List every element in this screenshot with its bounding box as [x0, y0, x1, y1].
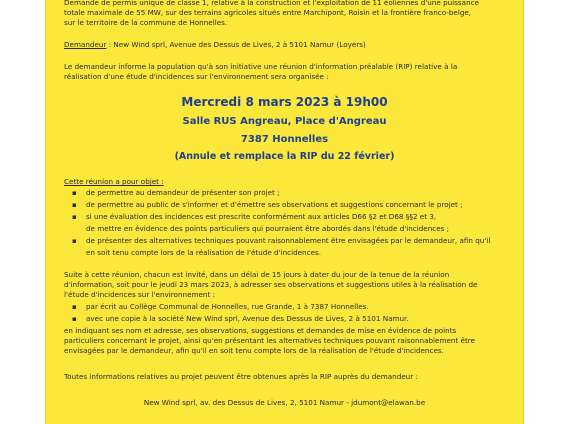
applicant-line	[64, 40, 505, 50]
info-line: Le demandeur informe la population qu'à son initiative une réunion d'information préalable (RIP) relative à la	[64, 62, 458, 71]
event-note: (Annule et remplace la RIP du 22 février)	[174, 151, 395, 162]
after-line: Suite à cette réunion, chacun est invité, dans un délai de 15 jours à dater du jour de la tenue de la réunion	[64, 270, 450, 279]
address-item: ▪ par écrit au Collège Communal de Honnelles, rue Grande, 1 à 7387 Honnelles.	[72, 302, 369, 311]
objective-item: ▪ si une évaluation des incidences est prescrite conformément aux articles D66 §2 et D68 §§2 et 3,	[72, 212, 437, 221]
bullet-icon: ▪	[72, 213, 77, 221]
objectives-heading: Cette réunion a pour objet :	[64, 177, 164, 186]
intro-line: Demande de permis unique de classe 1, relative à la construction et l'exploitation de 11 éoliennes d'une puissance	[64, 0, 480, 7]
after-line: d'information, soit pour le jeudi 23 mars 2023, à adresser ses observations et suggestions utiles à la réalisation de	[64, 280, 478, 289]
event-place: Salle RUS Angreau, Place d'Angreau	[182, 116, 387, 127]
intro-line: totale maximale de 55 MW, sur des terrains agricoles situés entre Marchipont, Roisin et la frontière franco-belge,	[64, 8, 472, 17]
notice-sheet	[46, 0, 523, 424]
mention-line: particuliers concernant le projet, ainsi qu'en présentant les alternatives techniques pouvant raisonnablement être	[64, 336, 475, 345]
contact-line: New Wind sprl, av. des Dessus de Lives, 2, 5101 Namur - jdumont@elawan.be	[143, 398, 426, 407]
bullet-icon: ▪	[72, 315, 77, 323]
objective-item: ▪ de permettre au public de s'informer et d'émettre ses observations et suggestions concernant le projet ;	[72, 200, 463, 209]
applicant-value: : New Wind sprl, Avenue des Dessus de Lives, 2 à 5101 Namur (Loyers)	[106, 40, 366, 49]
event-city: 7387 Honnelles	[240, 134, 329, 145]
objective-item: ▪ de présenter des alternatives techniques pouvant raisonnablement être envisagées par le demandeur, afin qu'il	[72, 236, 491, 245]
intro-line: sur le territoire de la commune de Honnelles.	[64, 18, 228, 27]
objective-item-cont: de mettre en évidence des points particuliers qui pourraient être abordés dans l'étude d'incidences ;	[86, 224, 450, 233]
address-item: ▪ avec une copie à la société New Wind sprl, Avenue des Dessus de Lives, 2 à 5101 Namur.	[72, 314, 409, 323]
bullet-icon: ▪	[72, 189, 77, 197]
bullet-icon: ▪	[72, 237, 77, 245]
info-line: réalisation d'une étude d'incidences sur l'environnement sera organisée :	[64, 72, 329, 81]
event-date: Mercredi 8 mars 2023 à 19h00	[181, 95, 388, 109]
objective-item: ▪ de permettre au demandeur de présenter son projet ;	[72, 188, 280, 197]
info-obtain: Toutes informations relatives au projet peuvent être obtenues après la RIP auprès du demandeur :	[64, 372, 418, 381]
applicant-label: Demandeur	[64, 40, 107, 49]
bullet-icon: ▪	[72, 201, 77, 209]
mention-line: en indiquant ses nom et adresse, ses observations, suggestions et demandes de mise en évidence de points	[64, 326, 457, 335]
mention-line: envisagées par le demandeur, afin qu'il en soit tenu compte lors de la réalisation de l'étude d'incidences.	[64, 346, 444, 355]
bullet-icon: ▪	[72, 303, 77, 311]
objective-item-cont: en soit tenu compte lors de la réalisation de l'étude d'incidences.	[86, 248, 322, 257]
after-line: l'étude d'incidences sur l'environnement :	[64, 290, 215, 299]
